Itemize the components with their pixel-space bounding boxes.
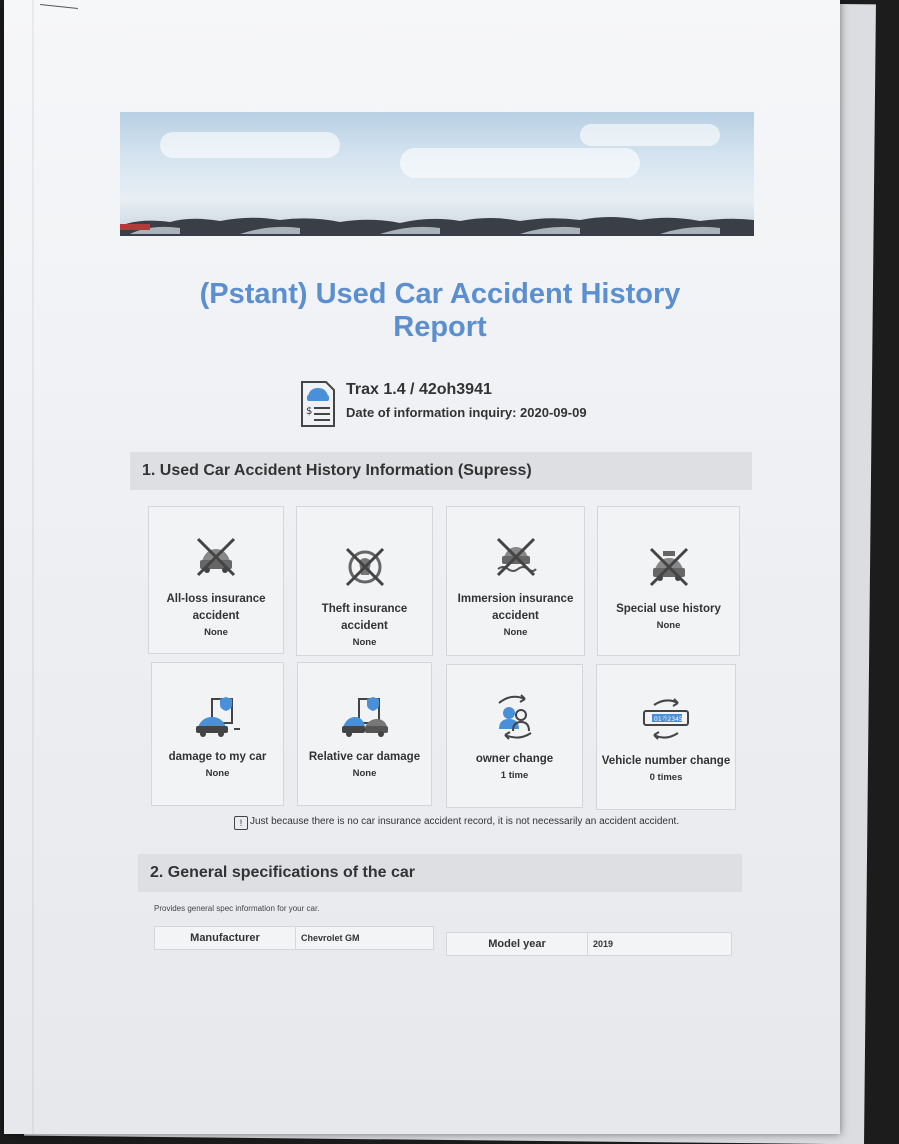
card-value: 0 times [649, 772, 683, 783]
crossed-theft-icon [343, 545, 387, 589]
notice-icon: ! [234, 816, 248, 830]
report-title-line-1: (Pstant) Used Car Accident History [199, 278, 681, 310]
card-special-use-history [597, 506, 740, 656]
card-label: All-loss insurance accident [166, 593, 266, 622]
crossed-car-icon [194, 535, 238, 579]
spec-key: Model year [447, 933, 588, 955]
plate-change-icon [640, 695, 692, 743]
card-immersion-accident [446, 506, 585, 656]
inquiry-date: Date of information inquiry: 2020-09-09 [346, 405, 587, 420]
spec-key: Manufacturer [155, 927, 296, 949]
card-value: None [656, 620, 681, 631]
card-value: None [352, 768, 377, 779]
spec-value: 2019 [593, 939, 614, 949]
cloud-shape [400, 148, 640, 178]
card-value: None [205, 768, 230, 779]
car-damage-icon [194, 695, 242, 739]
card-label: Special use history [616, 603, 721, 615]
spec-value: Chevrolet GM [301, 933, 360, 943]
spec-row-model-year [446, 932, 732, 956]
card-value: None [503, 627, 528, 638]
card-damage-to-my-car [151, 662, 284, 806]
card-all-loss-accident [148, 506, 284, 654]
spec-row-manufacturer [154, 926, 434, 950]
card-label: Relative car damage [308, 751, 421, 763]
vehicle-model: Trax 1.4 / 42oh3941 [346, 381, 492, 398]
report-title-line-2: Report [393, 311, 487, 343]
card-label: Immersion insurance accident [457, 593, 574, 622]
card-label: owner change [475, 753, 554, 765]
card-value: None [352, 637, 377, 648]
card-value: 1 time [500, 770, 529, 781]
card-theft-accident [296, 506, 433, 656]
owner-change-icon [491, 693, 539, 741]
document-car-icon [300, 380, 336, 428]
specs-intro: Provides general spec information for your car. [154, 904, 320, 913]
cloud-shape [580, 124, 720, 146]
card-value: None [204, 627, 228, 638]
card-label: damage to my car [168, 751, 267, 763]
card-label: Theft insurance accident [321, 603, 408, 632]
card-label: Vehicle number change [601, 755, 731, 767]
banner-image [120, 112, 754, 236]
section-1-heading: 1. Used Car Accident History Information (Supress) [130, 452, 752, 490]
section-2-heading: 2. General specifications of the car [138, 854, 742, 892]
car-collision-icon [341, 695, 389, 739]
crossed-taxi-icon [647, 545, 691, 589]
paper-crease [32, 0, 34, 1134]
cloud-shape [160, 132, 340, 158]
crossed-flood-icon [494, 535, 538, 579]
svg-text:01가2345: 01가2345 [654, 716, 683, 723]
card-owner-change [446, 664, 583, 808]
card-relative-car-damage [297, 662, 432, 806]
disclaimer-note: ! Just because there is no car insurance accident record, it is not necessarily an accident accident. [234, 816, 679, 830]
card-vehicle-number-change [596, 664, 736, 810]
parked-cars-graphic [120, 212, 754, 236]
pen-mark [40, 4, 78, 9]
svg-text:$: $ [306, 406, 313, 417]
report-title [120, 278, 760, 344]
